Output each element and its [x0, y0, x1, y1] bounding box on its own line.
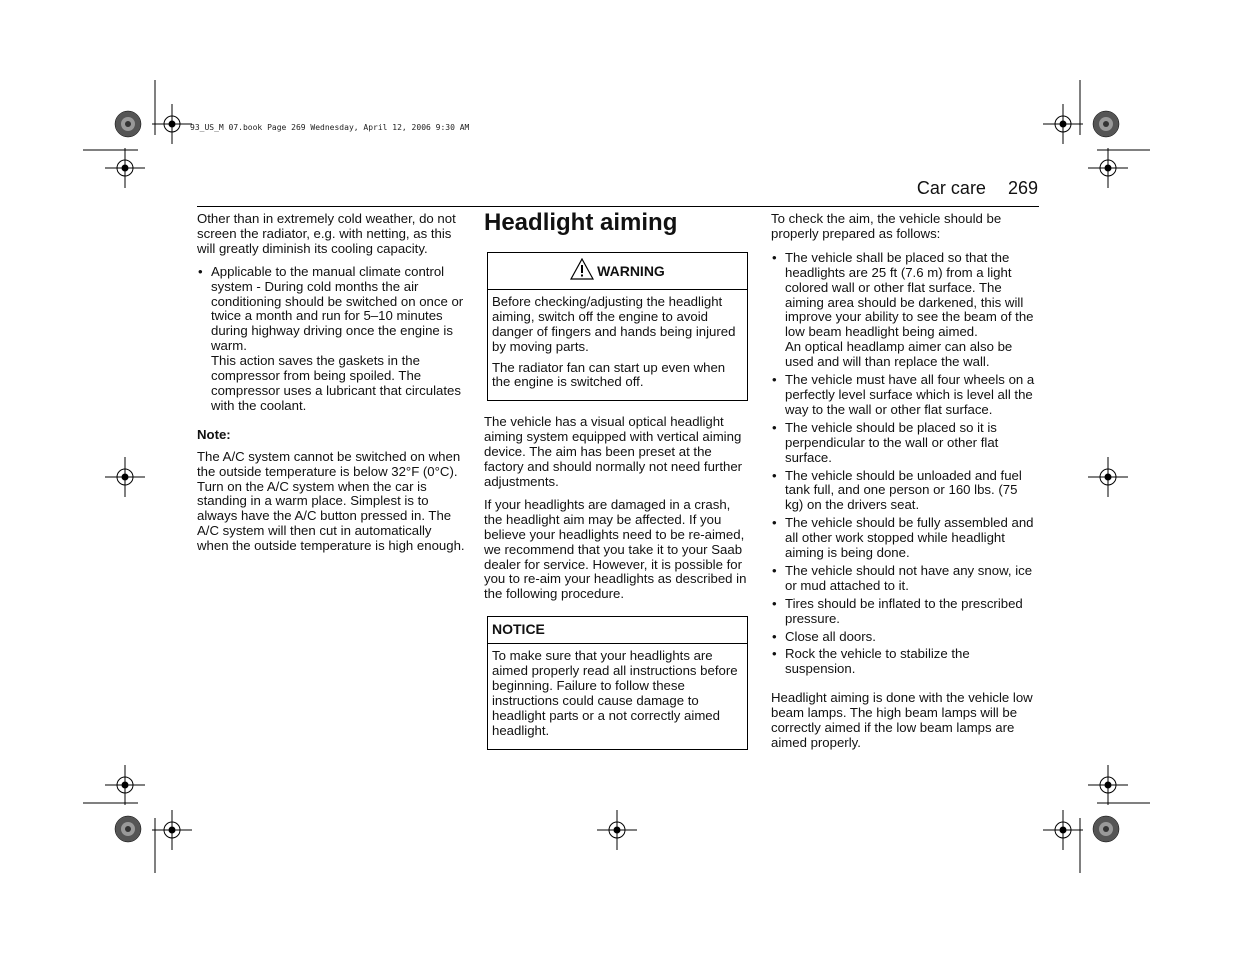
list-item-text: Rock the vehicle to stabilize the suspension. [785, 646, 970, 677]
right-column [771, 212, 1039, 759]
list-item [771, 647, 1039, 677]
middle-column [484, 209, 750, 764]
radiator-paragraph: Other than in extremely cold weather, do not screen the radiator, e.g. with netting, as this will greatly diminish its cooling capacity. [197, 211, 456, 256]
list-item [771, 516, 1039, 561]
list-item [771, 251, 1039, 370]
section-title: Car care [916, 178, 986, 198]
list-item-text: Tires should be inflated to the prescribed pressure. [785, 595, 1023, 626]
list-item [771, 597, 1039, 627]
crash-paragraph: If your headlights are damaged in a crash, the headlight aim may be affected. If you believe your headlights need to be re-aimed, we recommend that you take it to your Saab dealer for service. However, it is possible for you to re-aim your headlights as described in the following procedure. [484, 496, 747, 602]
list-item [197, 265, 465, 414]
list-item-text: The vehicle should be placed so it is perpendicular to the wall or other flat surface. [785, 419, 999, 465]
list-item [771, 469, 1039, 514]
note-text: The A/C system cannot be switched on when the outside temperature is below 32°F (0°C). Turn on the A/C system when the car is standing in a warm place. Simplest is to always have the A/C button pressed in. The A/C system will then cut in automatically when the outside temperature is high enough. [197, 448, 465, 554]
note-label: Note: [197, 426, 231, 442]
warning-text-1: Before checking/adjusting the headlight aiming, switch off the engine to avoid danger of fingers and hands being injured by moving parts. [492, 293, 736, 354]
page-number: 269 [1007, 178, 1038, 198]
warning-label: WARNING [597, 263, 665, 279]
list-item-text: The vehicle should not have any snow, ice or mud attached to it. [785, 562, 1033, 593]
preparation-intro: To check the aim, the vehicle should be properly prepared as follows: [771, 211, 1002, 241]
list-item-text: The vehicle should be fully assembled and all other work stopped while headlight aiming is being done. [785, 515, 1034, 561]
climate-list [197, 265, 465, 414]
section-heading: Headlight aiming [484, 209, 678, 236]
preparation-list [771, 251, 1039, 677]
running-header [830, 178, 1038, 199]
notice-box [487, 616, 748, 749]
notice-header: NOTICE [488, 617, 747, 644]
list-item [771, 630, 1039, 645]
list-item-text: Close all doors. [785, 628, 876, 644]
warning-triangle-icon [570, 258, 594, 283]
header-rule [197, 206, 1039, 207]
list-item-text: Applicable to the manual climate control system - During cold months the air conditioning should be switched on once or twice a month and run for 5–10 minutes during highway driving once the engine is warm. [211, 263, 464, 354]
notice-body [488, 644, 747, 748]
left-column [197, 212, 465, 562]
list-item-followup: An optical headlamp aimer can also be used and will than replace the wall. [785, 339, 1013, 370]
list-item-followup: This action saves the gaskets in the compressor from being spoiled. The compressor uses a lubricant that circulates with the coolant. [211, 353, 461, 413]
print-slug: 93_US_M 07.book Page 269 Wednesday, April 12, 2006 9:30 AM [190, 123, 470, 132]
list-item-text: The vehicle must have all four wheels on a perfectly level surface which is level all the way to the wall or other flat surface. [785, 372, 1035, 417]
warning-text-2: The radiator fan can start up even when the engine is switched off. [492, 359, 726, 390]
warning-box [487, 252, 748, 401]
warning-header [488, 253, 747, 290]
closing-paragraph: Headlight aiming is done with the vehicle low beam lamps. The high beam lamps will be correctly aimed if the low beam lamps are aimed properly. [771, 690, 1033, 750]
aiming-system-paragraph: The vehicle has a visual optical headlight aiming system equipped with vertical aiming device. The aim has been preset at the factory and should normally not need further adjustments. [484, 414, 743, 489]
list-item-text: The vehicle shall be placed so that the headlights are 25 ft (7.6 m) from a light colored wall or other flat surface. The aiming area should be darkened, this will improve your ability to see the beam of the low beam headlight being aimed. [785, 249, 1034, 340]
warning-body [488, 290, 747, 400]
list-item [771, 373, 1039, 418]
notice-text: To make sure that your headlights are aimed properly read all instructions before beginning. Failure to follow these instructions could cause damage to headlight parts or a not correctly aimed headlight. [492, 648, 738, 738]
list-item [771, 421, 1039, 466]
list-item-text: The vehicle should be unloaded and fuel tank full, and one person or 160 lbs. (75 kg) on the drivers seat. [785, 467, 1022, 513]
list-item [771, 564, 1039, 594]
